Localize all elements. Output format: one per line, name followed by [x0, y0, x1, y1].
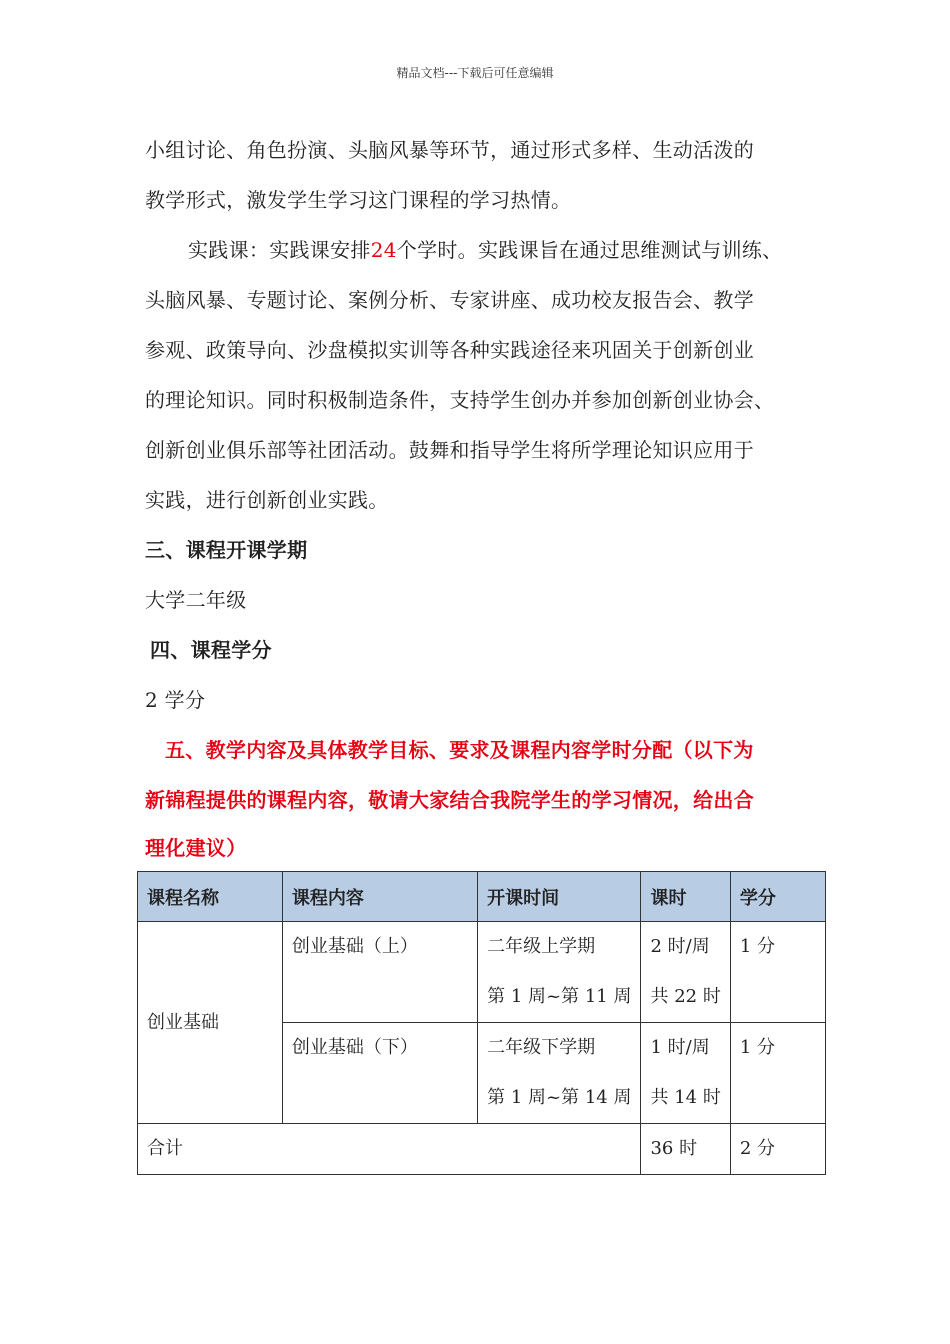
header-hours: 课时 [641, 872, 730, 922]
table-row [138, 922, 826, 1023]
credit: 1 分 [739, 936, 776, 957]
total-label: 合计 [147, 1138, 183, 1159]
section-5-heading-line2: 新锦程提供的课程内容，敬请大家结合我院学生的学习情况，给出合 [145, 788, 754, 812]
credit-cell [730, 1023, 825, 1124]
page-header: 精品文档---下载后可任意编辑 [396, 66, 554, 80]
section-4-heading: 四、课程学分 [150, 638, 272, 662]
practice-paragraph-line [188, 238, 782, 262]
hours-total: 共 22 时 [650, 986, 721, 1007]
hours-per-week: 1 时/周 [650, 1037, 710, 1058]
hours-per-week: 2 时/周 [650, 936, 710, 957]
paragraph-line: 头脑风暴、专题讨论、案例分析、专家讲座、成功校友报告会、教学 [145, 288, 754, 312]
practice-intro-rest: 个学时。实践课旨在通过思维测试与训练、 [396, 238, 783, 262]
semester: 二年级下学期 [487, 1037, 596, 1058]
header-course-name: 课程名称 [138, 872, 283, 922]
header-credit: 学分 [730, 872, 825, 922]
course-name: 创业基础 [147, 1011, 219, 1033]
week-range: 第 1 周~第 14 周 [487, 1087, 632, 1108]
section-3-content: 大学二年级 [145, 588, 247, 612]
course-name-cell [138, 922, 283, 1124]
content-cell [282, 1023, 477, 1124]
semester: 二年级上学期 [487, 936, 596, 957]
content-cell [282, 922, 477, 1023]
credit-cell [730, 922, 825, 1023]
total-hours: 36 时 [650, 1138, 698, 1159]
section-3-heading: 三、课程开课学期 [145, 538, 308, 562]
table-header-row [138, 872, 826, 922]
paragraph-line: 参观、政策导向、沙盘模拟实训等各种实践途径来巩固关于创新创业 [145, 338, 754, 362]
course-table [137, 871, 826, 1175]
header-start-time: 开课时间 [478, 872, 641, 922]
total-hours-cell [641, 1124, 730, 1175]
practice-hours-number: 24 [370, 238, 397, 262]
paragraph-line: 实践，进行创新创业实践。 [145, 488, 389, 512]
paragraph-line: 教学形式，激发学生学习这门课程的学习热情。 [145, 188, 572, 212]
credit: 1 分 [739, 1037, 776, 1058]
header-course-content: 课程内容 [282, 872, 477, 922]
table-total-row [138, 1124, 826, 1175]
practice-intro: 实践课：实践课安排 [188, 238, 371, 262]
paragraph-line: 小组讨论、角色扮演、头脑风暴等环节，通过形式多样、生动活泼的 [145, 138, 754, 162]
section-5-heading-line1: 五、教学内容及具体教学目标、要求及课程内容学时分配（以下为 [165, 738, 754, 762]
course-content: 创业基础（上） [291, 936, 418, 957]
total-label-cell [138, 1124, 641, 1175]
section-5-heading-line3: 理化建议） [145, 836, 247, 860]
hours-cell [641, 922, 730, 1023]
paragraph-line: 的理论知识。同时积极制造条件，支持学生创办并参加创新创业协会、 [145, 388, 775, 412]
section-4-content: 2 学分 [145, 688, 206, 712]
course-content: 创业基础（下） [291, 1037, 418, 1058]
week-range: 第 1 周~第 11 周 [487, 986, 632, 1007]
total-credit-cell [730, 1124, 825, 1175]
hours-total: 共 14 时 [650, 1087, 721, 1108]
hours-cell [641, 1023, 730, 1124]
paragraph-line: 创新创业俱乐部等社团活动。鼓舞和指导学生将所学理论知识应用于 [145, 438, 754, 462]
time-cell [478, 922, 641, 1023]
total-credit: 2 分 [739, 1138, 776, 1159]
time-cell [478, 1023, 641, 1124]
